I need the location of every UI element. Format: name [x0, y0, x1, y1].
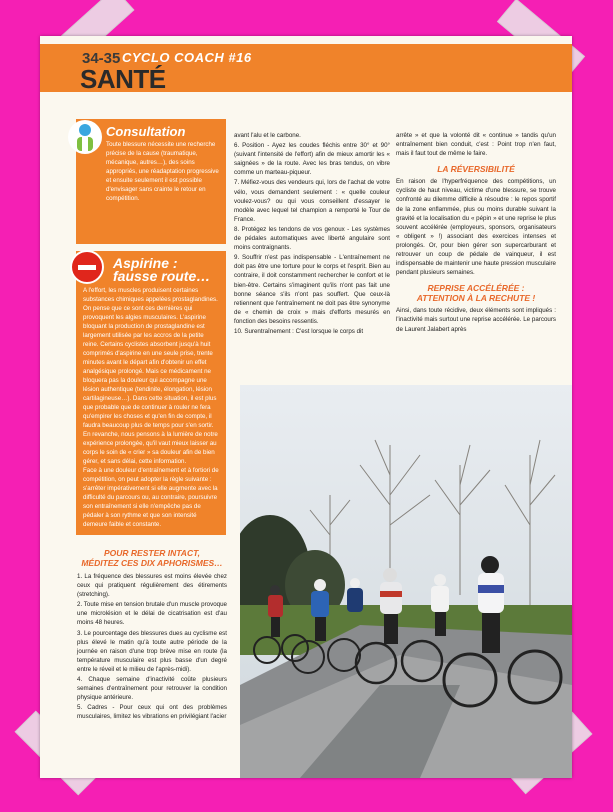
intro-text: arrête » et que la volonté dit « continue » tandis qu'un entraînement bien conduit, c'est : Point trop n'en faut, mais il faut tout de même le faire. — [396, 132, 556, 158]
no-entry-icon — [70, 250, 104, 284]
aspirine-text: A l'effort, les muscles produisent certaines substances chimiques appelées prostaglandines. On pense que ce sont ces dernières qui provoquent les algies musculaires. L'aspirine bloquant la production de prostaglandine est largement utilisée par les accros de la petite reine. Certains cyclistes absorbent jusqu'à huit comprimés d'aspirine en une seule prise, trente minutes avant le départ afin d'obtenir un effet analgésique prolongé. Mais ce médicament ne bloquera pas la douleur qui accompagne une lésion authentique (tendinite, élongation, lésion cartilagineuse…). Dans cette situation, il est plus que probable que de continuer à rouler ne fera qu'empirer les choses et qu'en fin de compte, il faudra beaucoup plus de temps pour s'en sortir. En revanche, nous pensons à la lumière de notre expérience prolongée, qu'il vaut mieux laisser au corps le soin de « crier » sa douleur afin de bien gérer, et sans délai, cette information. — [83, 287, 218, 465]
aphorismes-heading-2: MÉDITEZ CES DIX APHORISMES… — [81, 558, 223, 568]
aphorisme-item: 7. Méfiez-vous des vendeurs qui, lors de l'achat de votre vélo, vous demandent seulement : « quelle couleur voulez-vous? ou qui vous conseillent d'essayer le modèle avec lequel tel champion a remporté le Tour de France. — [234, 179, 390, 223]
aphorisme-item: 5. Cadres - Pour ceux qui ont des problèmes musculaires, limitez les vibrations en privilégiant l'acier — [77, 704, 227, 721]
peloton-photo — [240, 385, 572, 778]
reversibilite-text: En raison de l'hyperfréquence des compétitions, un cycliste de haut niveau, victime d'une blessure, se trouve confronté au dilemme difficile à résoudre : le repos sportif de la zone enflammée, plus ou moins durable suivant la gravité et la localisation du « pépin » et une reprise le plus souvent accélérée (employeurs, sponsors, organisateurs « obligent » !) associant des exercices intenses et prolongés. Or, pour bien gérer son supercarburant et retrouver un coup de pédale de vainqueur, il est indispensable de maintenir une haute pression musculaire pendant plusieurs semaines. — [396, 178, 556, 277]
aphorisme-item: avant l'alu et le carbone. — [234, 132, 301, 139]
doctor-icon — [68, 120, 102, 154]
aspirine-text2: Face à une douleur d'entraînement et à fortiori de compétition, on peut adopter la règle suivante : s'arrêter impérativement si elle augmente avec la difficulté du parcours ou, au contraire, poursuivre son entraînement si elle n'empêche pas de pédaler à son rythme et que son intensité demeure faible et constante. — [83, 467, 219, 528]
consultation-text: Toute blessure nécessite une recherche précise de la cause (traumatique, mécanique, autres…), des soins appropriés, une réadaptation progressive et ensuite seulement il est possible d'envisager sans crainte le retour en compétition. — [106, 141, 219, 202]
section-title: SANTÉ — [80, 64, 166, 94]
aphorisme-item: 9. Souffrir n'est pas indispensable - L'entraînement ne doit pas être une torture pour le corps et l'esprit. Bien au contraire, il doit constamment rechercher le confort et le bien-être. Certains s'imaginent qu'ils n'ont pas fait une bonne séance s'ils n'ont pas souffert. Que ceux-là retiennent que l'entraînement ne doit pas être synonyme de « chemin de croix » mais d'efforts mesurés en fonction des besoins ressentis. — [234, 254, 390, 325]
aphorisme-item: 4. Chaque semaine d'inactivité coûte plusieurs semaines d'entraînement pour retrouver la condition physique antérieure. — [77, 676, 227, 702]
aspirine-title-line1: Aspirine : — [113, 255, 178, 271]
aphorisme-item: 6. Position - Ayez les coudes fléchis entre 30° et 90° (suivant l'intensité de l'effort) afin de mieux amortir les « saignées » de la route. Avec les bras tendus, on vibre comme un marteau-piqueur. — [234, 142, 390, 177]
aspirine-box — [76, 251, 226, 535]
aphorisme-item: 8. Protégez les tendons de vos genoux - Les systèmes de pédales automatiques avec liberté angulaire sont moins contraignants. — [234, 225, 390, 252]
right-column — [396, 131, 556, 335]
magazine-page — [40, 36, 572, 778]
aphorismes-heading-1: POUR RESTER INTACT, — [103, 548, 201, 558]
reversibilite-heading: LA RÉVERSIBILITÉ — [437, 164, 515, 175]
aphorisme-item: 2. Toute mise en tension brutale d'un muscle provoque une microlésion et le délai de cicatrisation est d'au moins 48 heures. — [77, 601, 227, 627]
aphorisme-item: 1. La fréquence des blessures est moins élevée chez ceux qui pratiquent régulièrement des étirements (stretching). — [77, 573, 227, 599]
consultation-title: Consultation — [106, 124, 186, 139]
middle-column — [234, 131, 390, 337]
page-numbers: 34-35 — [82, 50, 121, 67]
aspirine-title-line2: fausse route… — [113, 268, 211, 284]
reprise-heading-2: ATTENTION À LA RECHUTE ! — [416, 293, 536, 304]
aphorismes-column — [77, 548, 227, 723]
reprise-heading-1: REPRISE ACCÉLÉRÉE : — [427, 283, 525, 294]
reprise-text: Ainsi, dans toute récidive, deux éléments sont impliqués : l'inactivité mais surtout une reprise accélérée. Le parcours de Laurent Jalabert après — [396, 307, 556, 333]
aphorisme-item: 10. Surentraînement : C'est lorsque le corps dit — [234, 327, 364, 335]
magazine-name: CYCLO COACH #16 — [122, 50, 252, 65]
aphorisme-item: 3. Le pourcentage des blessures dues au cyclisme est plus élevé le matin qu'à toute autre période de la journée en raison d'une trop brève mise en route (la température musculaire est plus basse d'un degré entre le réveil et le milieu de l'après-midi). — [77, 629, 227, 673]
